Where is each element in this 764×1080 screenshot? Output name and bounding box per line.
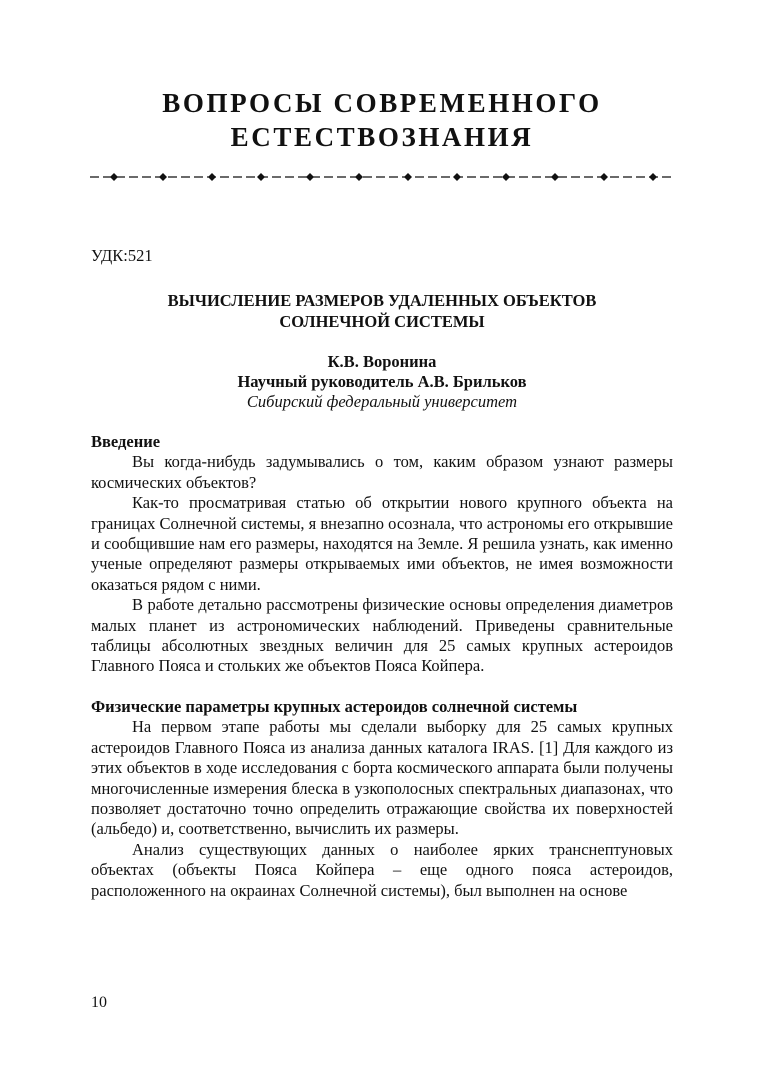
intro-paragraph-3: В работе детально рассмотрены физические основы определения диаметров малых планет из астрономических наблюдений. Приведены сравнительные таблицы абсолютных звездных величин для 25 самых крупных астероидов Главного Пояса и стольких же объектов Пояса Койпера. (91, 595, 673, 676)
ornament-diamond (110, 173, 118, 181)
intro-paragraph-1: Вы когда-нибудь задумывались о том, каким образом узнают размеры космических объектов? (91, 452, 673, 492)
physics-paragraph-1: На первом этапе работы мы сделали выборку для 25 самых крупных астероидов Главного Пояса из анализа данных каталога IRAS. [1] Для каждого из этих объектов в ходе исследования с борта космического аппарата были получены многочисленные измерения блеска в узкополосных спектральных диапазонах, что позволяет достаточно точно определить отражающие свойства их поверхностей (альбедо) и, соответственно, вычислить их размеры. (91, 717, 673, 839)
ornament-diamond (208, 173, 216, 181)
intro-paragraph-2: Как-то просматривая статью об открытии нового крупного объекта на границах Солнечной системы, я внезапно осознала, что астрономы его открывшие и сообщившие нам его размеры, находятся на Земле. Я решила узнать, как именно ученые определяют размеры открываемых ими объектов, не имея возможности оказаться рядом с ними. (91, 493, 673, 594)
article-title-line2: СОЛНЕЧНОЙ СИСТЕМЫ (279, 312, 485, 331)
intro-heading: Введение (91, 432, 161, 451)
page-number: 10 (91, 994, 107, 1011)
section-title-line1: ВОПРОСЫ СОВРЕМЕННОГО (162, 88, 602, 118)
physics-paragraph-2: Анализ существующих данных о наиболее ярких транснептуновых объектах (объекты Пояса Койпера – еще одного пояса астероидов, расположенного на окраинах Солнечной системы), был выполнен на основе (91, 839, 673, 900)
ornament-diamond (257, 173, 265, 181)
ornament-diamond (502, 173, 510, 181)
article-body (91, 432, 673, 901)
ornament-diamond (453, 173, 461, 181)
ornament-diamond (306, 173, 314, 181)
physics-heading: Физические параметры крупных астероидов солнечной системы (91, 696, 578, 716)
ornament-diamond (600, 173, 608, 181)
article-title (91, 290, 673, 332)
supervisor-name: Научный руководитель А.В. Брильков (237, 372, 527, 391)
section-title-line2: ЕСТЕСТВОЗНАНИЯ (230, 122, 534, 152)
author-name: К.В. Воронина (327, 352, 437, 371)
ornament-diamond (355, 173, 363, 181)
section-title (0, 86, 764, 154)
ornament-diamond (404, 173, 412, 181)
ornament-diamond (551, 173, 559, 181)
ornament-diamond (159, 173, 167, 181)
author-block (91, 352, 673, 412)
ornament-divider (90, 170, 674, 184)
affiliation: Сибирский федеральный университет (246, 392, 518, 411)
article-title-line1: ВЫЧИСЛЕНИЕ РАЗМЕРОВ УДАЛЕННЫХ ОБЪЕКТОВ (167, 291, 597, 310)
ornament-diamond (649, 173, 657, 181)
udk-code: УДК:521 (91, 246, 153, 265)
